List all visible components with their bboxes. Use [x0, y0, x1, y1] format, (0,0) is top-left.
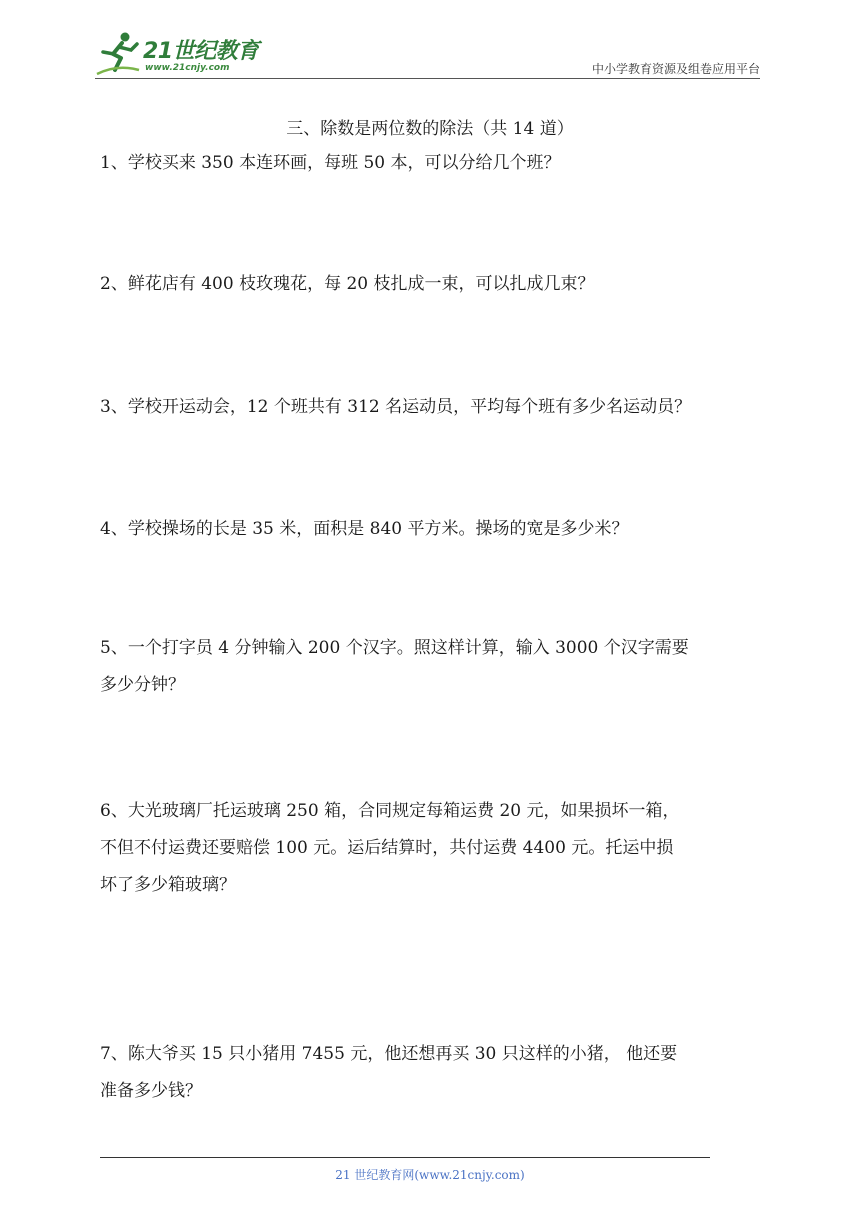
- platform-name: 中小学教育资源及组卷应用平台: [591, 62, 760, 76]
- question-4: [100, 511, 762, 548]
- question-7: [100, 1036, 762, 1110]
- page-header: [95, 28, 760, 80]
- question-line: 5、一个打字员 4 分钟输入 200 个汉字。照这样计算，输入 3000 个汉字需要: [100, 638, 689, 658]
- question-3: [100, 389, 762, 426]
- question-line: 7、陈大爷买 15 只小猪用 7455 元，他还想再买 30 只这样的小猪， 他还要: [100, 1044, 678, 1064]
- question-1: [100, 145, 762, 182]
- question-line: 不但不付运费还要赔偿 100 元。运后结算时，共付运费 4400 元。托运中损: [100, 838, 674, 858]
- question-6: [100, 793, 762, 904]
- question-2: [100, 266, 762, 303]
- question-line: 准备多少钱？: [100, 1081, 202, 1101]
- question-line: 多少分钟？: [100, 675, 185, 695]
- running-figure-icon: [95, 30, 141, 76]
- question-line: 4、学校操场的长是 35 米，面积是 840 平方米。操场的宽是多少米？: [100, 519, 629, 539]
- logo-url: www.21cnjy.com: [145, 63, 230, 73]
- question-line: 3、学校开运动会，12 个班共有 312 名运动员，平均每个班有多少名运动员？: [100, 397, 692, 417]
- header-divider: [95, 78, 760, 79]
- question-5: [100, 630, 762, 704]
- question-line: 1、学校买来 350 本连环画，每班 50 本，可以分给几个班？: [100, 153, 561, 173]
- question-line: 2、鲜花店有 400 枝玫瑰花，每 20 枝扎成一束，可以扎成几束？: [100, 274, 595, 294]
- section-title: 三、除数是两位数的除法（共 14 道）: [286, 119, 574, 139]
- logo-text: 21世纪教育: [143, 39, 259, 64]
- footer-text: 21 世纪教育网(www.21cnjy.com): [335, 1168, 525, 1182]
- question-line: 坏了多少箱玻璃？: [100, 875, 236, 895]
- footer-divider: [100, 1157, 710, 1158]
- question-line: 6、大光玻璃厂托运玻璃 250 箱，合同规定每箱运费 20 元，如果损坏一箱，: [100, 801, 680, 821]
- logo: [95, 28, 265, 78]
